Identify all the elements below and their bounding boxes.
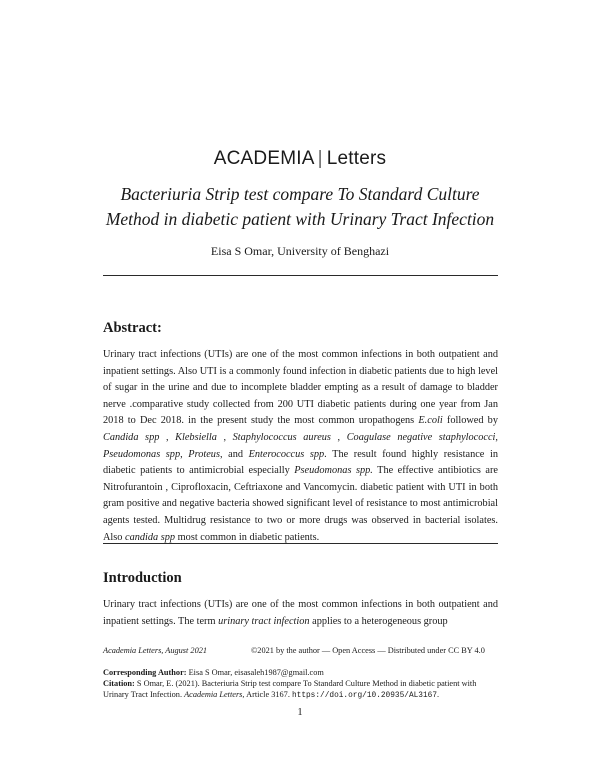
academia-letters-logo — [0, 147, 600, 171]
abstract-organism-pseudomonas-2: Pseudomonas spp. — [294, 465, 373, 477]
abstract-organism-proteus: Proteus — [188, 448, 220, 460]
introduction-text-1: Urinary tract infections (UTIs) are one of the most common infections in both outpatient and inpatient settings. The term — [103, 599, 498, 627]
paper-author: Eisa S Omar, University of Benghazi — [210, 244, 390, 258]
paper-title-line-2: Method in diabetic patient with Urinary Tract Infection — [105, 209, 495, 229]
citation-end: . — [437, 689, 440, 699]
journal-date: Academia Letters, August 2021 — [103, 646, 208, 655]
abstract-text-3: , — [159, 431, 176, 443]
corresponding-author-value[interactable]: Eisa S Omar, eisasaleh1987@gmail.com — [186, 668, 324, 677]
abstract-text-1: Urinary tract infections (UTIs) are one of the most common infections in both outpatient and inpatient settings. Also UTI is a commonly found infection in diabetic patients due to high level of sugar in the urine and due to incomplete bladder empting as a result of damage to bladder nerve .comparative study collected from 200 UTI diabetic patients during one year from Jan 2018 to Dec 2018. in the present study the most common uropathogens — [103, 349, 498, 427]
introduction-heading: Introduction — [103, 570, 182, 586]
paper-title — [0, 182, 600, 232]
abstract-organism-enterococcus: Enterococcus spp — [248, 448, 325, 460]
abstract-text-5: , — [330, 431, 347, 443]
citation-line — [103, 679, 503, 702]
abstract-organism-klebsiella: Klebsiella — [175, 431, 217, 443]
citation-text: S Omar, E. (2021). Bacteriuria Strip test compare To Standard Culture Method in diabetic patient with Urinary Tract Infection. — [103, 678, 477, 699]
doi-link[interactable]: https://doi.org/10.20935/AL3167 — [291, 691, 438, 700]
abstract-organism-candida-2: candida spp — [125, 531, 176, 543]
abstract-organism-ecoli: E.coli — [418, 415, 443, 427]
abstract-text-9: . The result found highly resistance in diabetic patients to antimicrobial especially — [103, 448, 498, 477]
abstract-body — [103, 347, 498, 546]
abstract-text-10: The effective antibiotics are Nitrofurantoin , Ciprofloxacin, Ceftriaxone and Vancomycin. diabetic patient with UTI in both gram positive and negative bacteria showed significant level of resistance to most antimicrobial agents tested. Multidrug resistance to two or more drugs was observed in bacterial isolates. Also — [103, 465, 498, 543]
abstract-organism-coag: Coagulase negative staphylococci — [346, 431, 496, 443]
brand-separator: | — [317, 148, 323, 169]
abstract-text-2: followed by — [442, 415, 498, 427]
citation-label: Citation: — [103, 678, 135, 688]
abstract-text-4: , — [216, 431, 233, 443]
citation-journal: Academia Letters — [184, 689, 243, 699]
brand-name: ACADEMIA — [213, 148, 315, 169]
introduction-text-2: applies to a heterogeneous group — [309, 615, 448, 627]
divider-top — [103, 275, 498, 276]
license-notice: ©2021 by the author — Open Access — Distributed under CC BY 4.0 — [251, 646, 485, 655]
divider-bottom — [103, 543, 498, 544]
abstract-text-6: , — [495, 431, 498, 443]
abstract-text-7: , — [180, 448, 189, 460]
introduction-term: urinary tract infection — [218, 615, 310, 627]
abstract-text-11: most common in diabetic patients. — [175, 531, 320, 543]
citation-article: , Article 3167. — [242, 689, 292, 699]
footer-journal-line — [103, 645, 498, 657]
paper-title-line-1: Bacteriuria Strip test compare To Standard Culture — [120, 184, 480, 204]
brand-suffix: Letters — [326, 148, 387, 169]
abstract-organism-staph: Staphylococcus aureus — [232, 431, 331, 443]
corresponding-author-line — [103, 668, 503, 679]
abstract-heading: Abstract: — [103, 320, 162, 336]
introduction-body — [103, 597, 498, 630]
corresponding-author-label: Corresponding Author: — [103, 668, 187, 677]
footer-citation-block — [103, 668, 503, 701]
abstract-text-8: , and — [219, 448, 249, 460]
abstract-organism-candida: Candida spp — [103, 431, 160, 443]
page-number: 1 — [297, 707, 303, 718]
abstract-organism-pseudomonas: Pseudomonas spp — [103, 448, 181, 460]
